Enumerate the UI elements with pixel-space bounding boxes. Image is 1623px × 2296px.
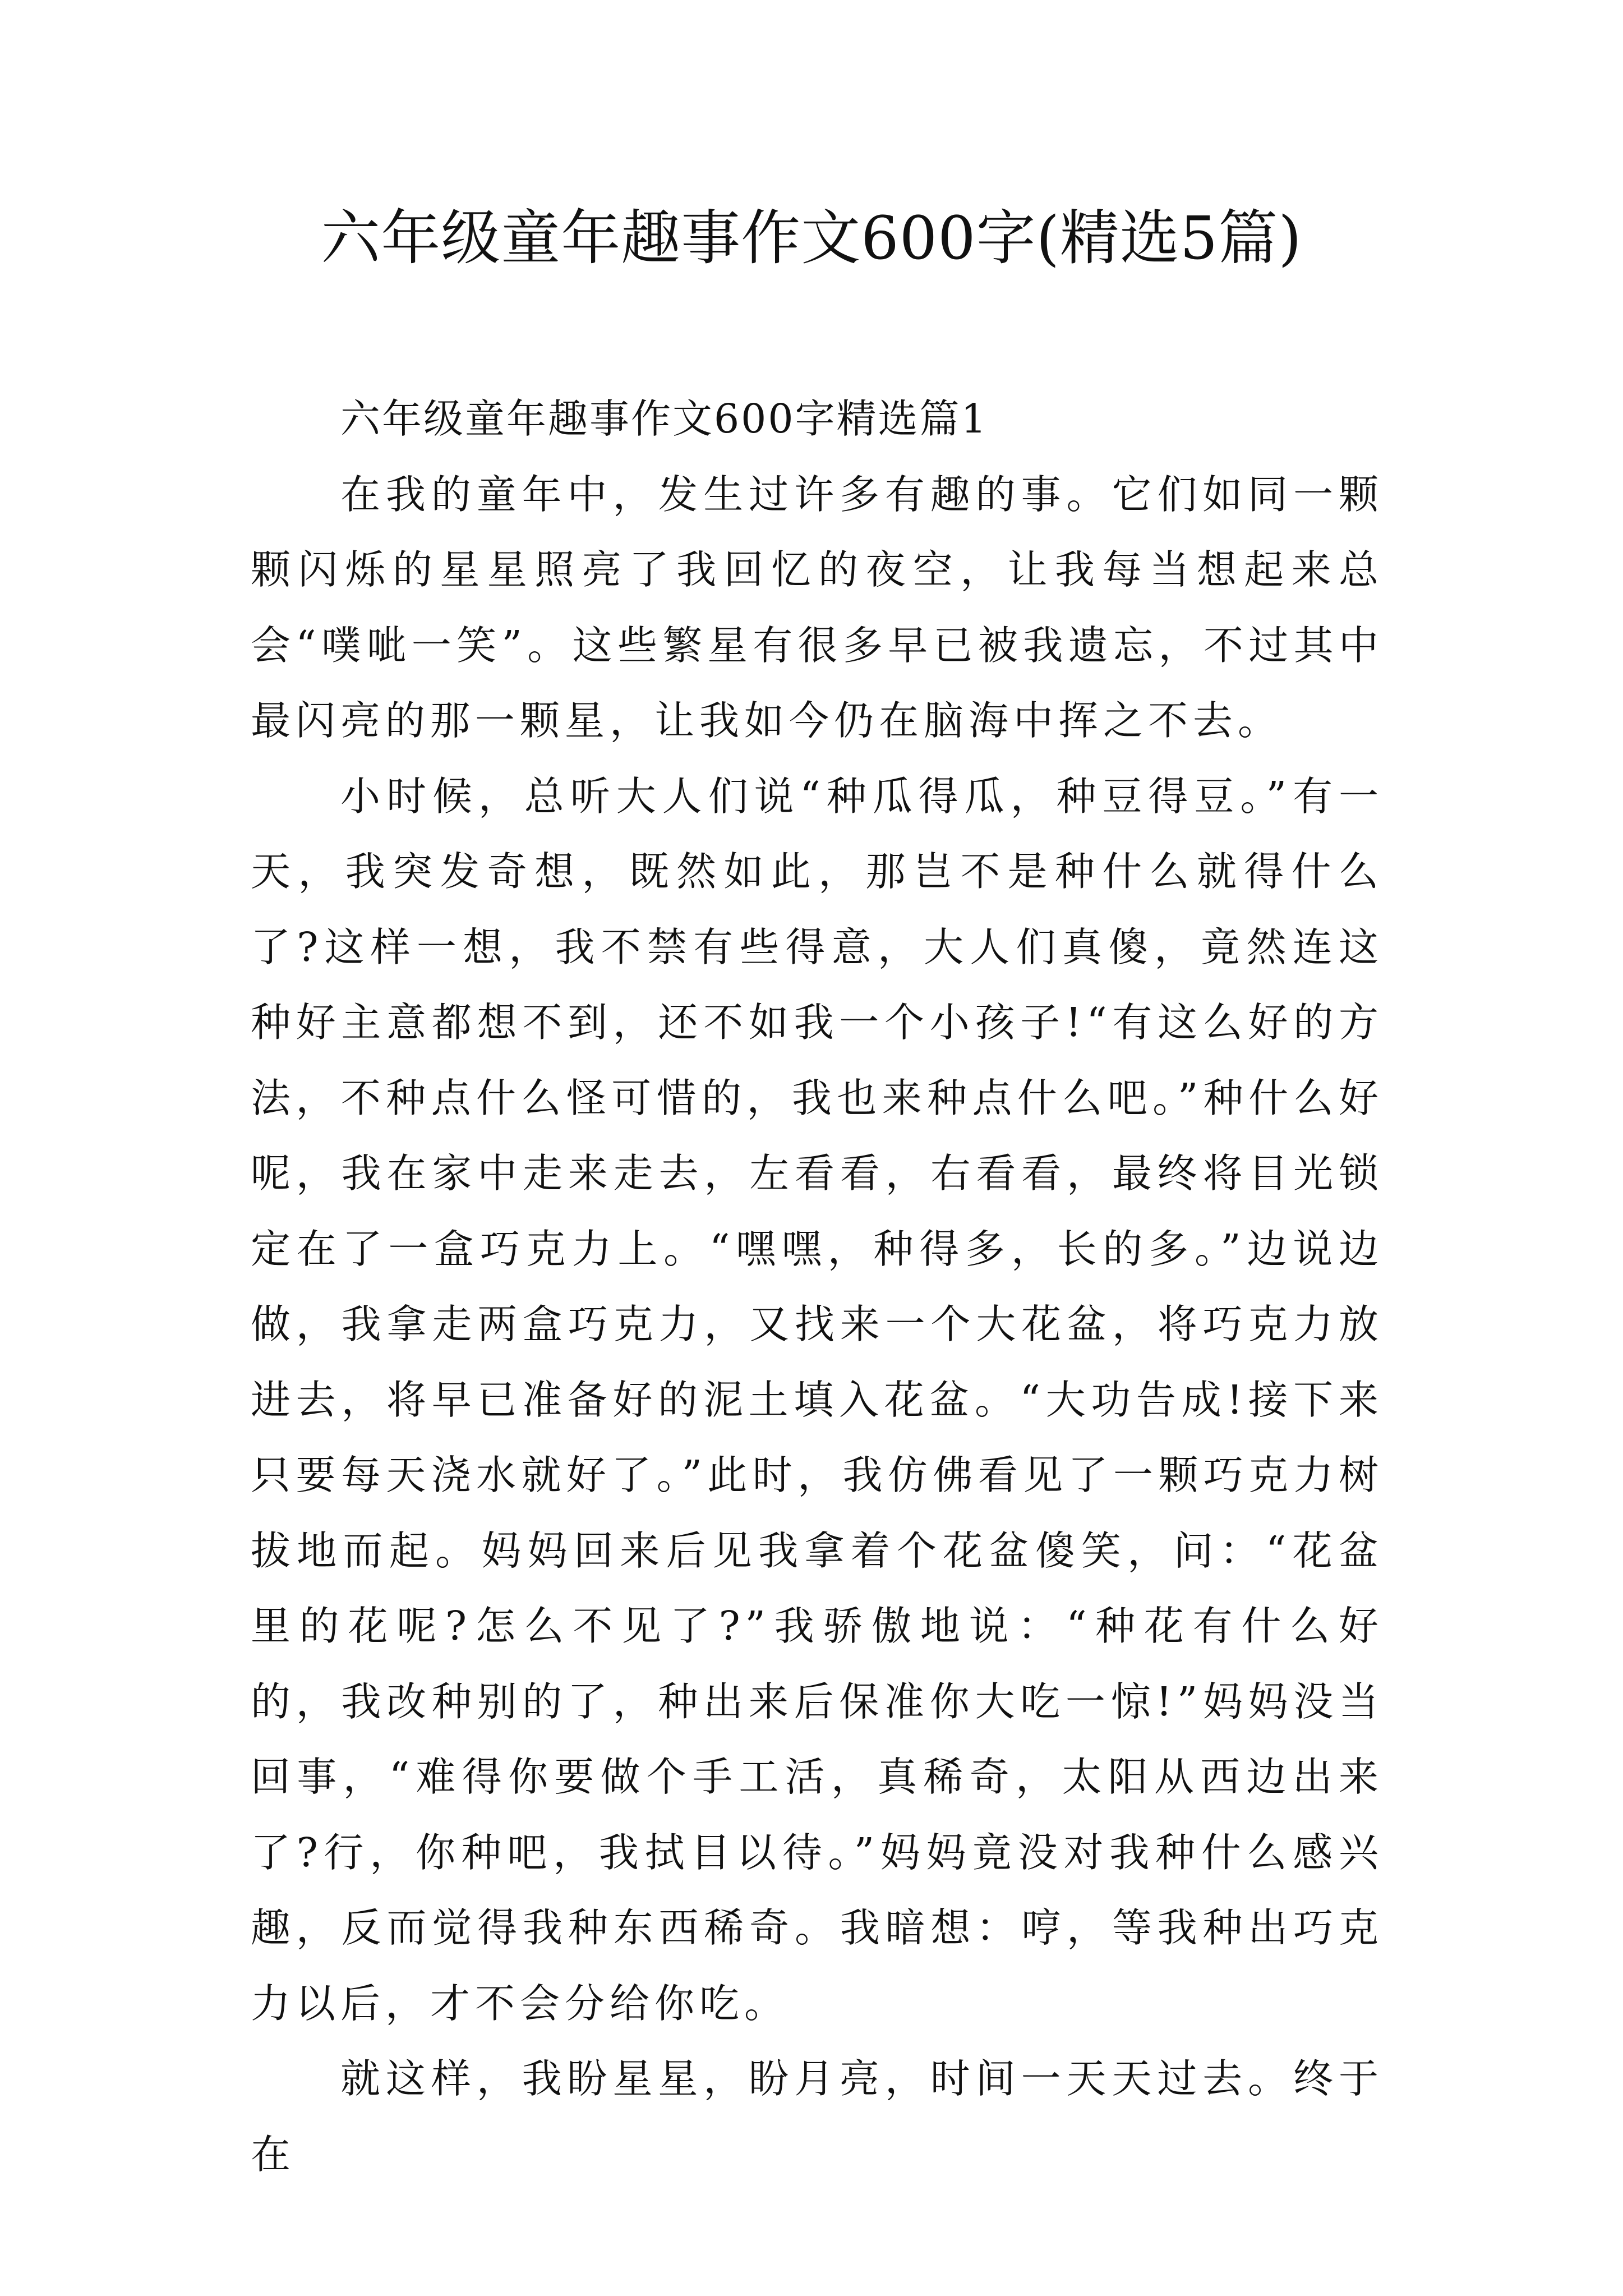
paragraph: 就这样，我盼星星，盼月亮，时间一天天过去。终于在 <box>251 2055 1384 2178</box>
document-body <box>251 381 1384 2192</box>
document-title: 六年级童年趣事作文600字(精选5篇) <box>321 204 1302 273</box>
paragraph: 小时候，总听大人们说“种瓜得瓜，种豆得豆。”有一天，我突发奇想，既然如此，那岂不是种什么就得什么了?这样一想，我不禁有些得意，大人们真傻，竟然连这种好主意都想不到，还不如我一个小孩子!“有这么好的方法，不种点什么怪可惜的，我也来种点什么吧。”种什么好呢，我在家中走来走去，左看看，右看看，最终将目光锁定在了一盒巧克力上。“嘿嘿，种得多，长的多。”边说边做，我拿走两盒巧克力，又找来一个大花盆，将巧克力放进去，将早已准备好的泥土填入花盆。“大功告成!接下来只要每天浇水就好了。”此时，我仿佛看见了一颗巧克力树拔地而起。妈妈回来后见我拿着个花盆傻笑，问：“花盆里的花呢?怎么不见了?”我骄傲地说：“种花有什么好的，我改种别的了，种出来后保准你大吃一惊!”妈妈没当回事，“难得你要做个手工活，真稀奇，太阳从西边出来了?行，你种吧，我拭目以待。”妈妈竟没对我种什么感兴趣，反而觉得我种东西稀奇。我暗想：哼，等我种出巧克力以后，才不会分给你吃。 <box>251 772 1384 2027</box>
section-heading: 六年级童年趣事作文600字精选篇1 <box>340 395 988 442</box>
paragraph: 在我的童年中，发生过许多有趣的事。它们如同一颗颗闪烁的星星照亮了我回忆的夜空，让我每当想起来总会“噗呲一笑”。这些繁星有很多早已被我遗忘，不过其中最闪亮的那一颗星，让我如今仍在脑海中挥之不去。 <box>251 471 1384 744</box>
